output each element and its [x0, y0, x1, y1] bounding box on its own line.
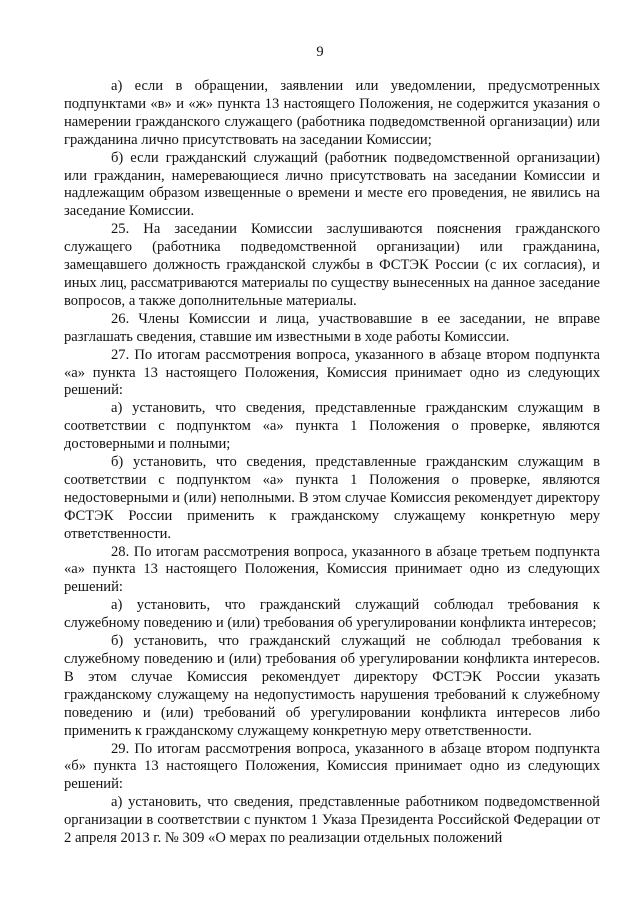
paragraph-27: 27. По итогам рассмотрения вопроса, указанного в абзаце втором подпункта «а» пункта 13 настоящего Положения, Комиссия принимает одно из следующих решений: [64, 346, 600, 399]
paragraph-b-not-appeared: б) если гражданский служащий (работник подведомственной организации) или гражданин, намеревающиеся лично присутствовать на заседании Комиссии и надлежащим образом извещенные о времени и месте его проведения, не явились на заседание Комиссии. [64, 149, 600, 220]
document-body [64, 78, 600, 848]
paragraph-28: 28. По итогам рассмотрения вопроса, указанного в абзаце третьем подпункта «а» пункта 13 настоящего Положения, Комиссия принимает одно из следующих решений: [64, 543, 600, 596]
paragraph-27-b: б) установить, что сведения, представленные гражданским служащим в соответствии с подпунктом «а» пункта 1 Положения о проверке, являются недостоверными и (или) неполными. В этом случае Комиссия рекомендует директору ФСТЭК России применить к гражданскому служащему конкретную меру ответственности. [64, 454, 600, 542]
paragraph-29: 29. По итогам рассмотрения вопроса, указанного в абзаце втором подпункта «б» пункта 13 настоящего Положения, Комиссия принимает одно из следующих решений: [64, 740, 600, 793]
paragraph-a-no-intention: а) если в обращении, заявлении или уведомлении, предусмотренных подпунктами «в» и «ж» пункта 13 настоящего Положения, не содержится указания о намерении гражданского служащего (работника подведомственной организации) или гражданина лично присутствовать на заседании Комиссии; [64, 78, 600, 148]
paragraph-28-a: а) установить, что гражданский служащий соблюдал требования к служебному поведению и (или) требования об урегулировании конфликта интересов; [64, 597, 600, 632]
paragraph-29-a: а) установить, что сведения, представленные работником подведомственной организации в соответствии с пунктом 1 Указа Президента Российской Федерации от 2 апреля 2013 г. № 309 «О мерах по реализации отдельных положений [64, 794, 600, 847]
paragraph-25: 25. На заседании Комиссии заслушиваются пояснения гражданского служащего (работника подведомственной организации) или гражданина, замещавшего должность гражданской службы в ФСТЭК России (с их согласия), и иных лиц, рассматриваются материалы по существу вынесенных на данное заседание вопросов, а также дополнительные материалы. [64, 221, 600, 309]
paragraph-26: 26. Члены Комиссии и лица, участвовавшие в ее заседании, не вправе разглашать сведения, ставшие им известными в ходе работы Комиссии. [64, 310, 600, 345]
paragraph-28-b: б) установить, что гражданский служащий не соблюдал требования к служебному поведению и (или) требования об урегулировании конфликта интересов. В этом случае Комиссия рекомендует директору ФСТЭК России указать гражданскому служащему на недопустимость нарушения требований к служебному поведению и (или) требований об урегулировании конфликта интересов либо применить к гражданскому служащему конкретную меру ответственности. [64, 633, 600, 739]
page-number: 9 [316, 44, 324, 60]
paragraph-27-a: а) установить, что сведения, представленные гражданским служащим в соответствии с подпунктом «а» пункта 1 Положения о проверке, являются достоверными и полными; [64, 400, 600, 453]
